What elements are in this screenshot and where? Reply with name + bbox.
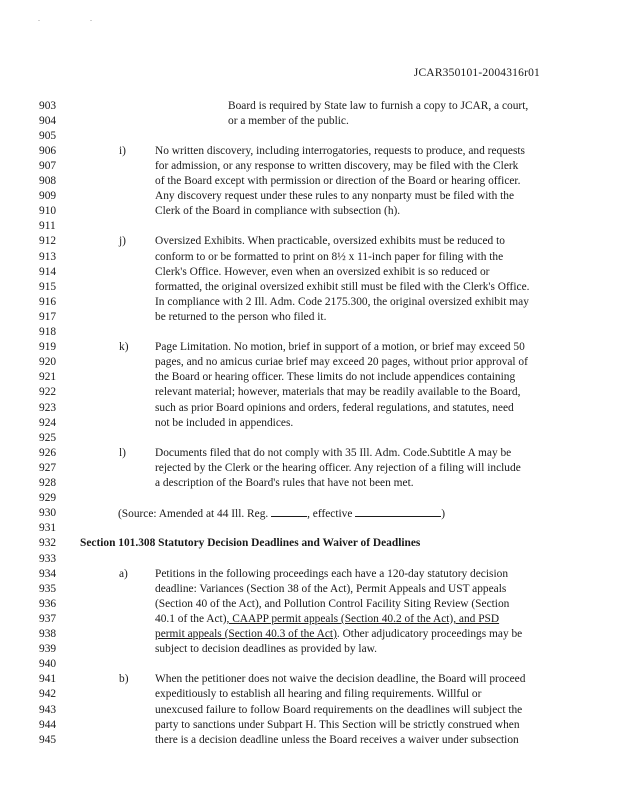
text-segment: rejected by the Clerk or the hearing officer. Any rejection of a filing will include: [155, 461, 521, 474]
document-line: [0, 204, 618, 218]
document-line: [0, 385, 618, 399]
line-text: [155, 582, 506, 596]
text-segment: Clerk of the Board in compliance with subsection (h).: [155, 205, 401, 218]
line-text: [155, 159, 518, 173]
line-text: [155, 401, 514, 415]
line-number: 904: [39, 114, 57, 127]
text-segment: conform to or be formatted to print on 8½ x 11-inch paper for filing with the: [155, 250, 504, 263]
text-segment: , CAAPP permit appeals (Section 40.2 of the Act), and PSD: [226, 612, 500, 625]
document-line: [0, 114, 618, 128]
document-line: [0, 642, 618, 656]
line-text: [155, 174, 520, 188]
text-segment: Any discovery request under these rules to any nonparty must be filed with the: [155, 190, 515, 203]
text-segment: or a member of the public.: [228, 114, 349, 127]
line-text: [155, 265, 489, 279]
document-line: [0, 355, 618, 369]
document-line: [0, 597, 618, 611]
line-text: [155, 597, 509, 611]
text-segment: unexcused failure to follow Board requirements on the deadlines will subject the: [155, 703, 523, 716]
corner-marks: . .: [38, 14, 116, 23]
line-text: [155, 385, 520, 399]
text-segment: , effective: [307, 508, 356, 521]
document-line: [0, 265, 618, 279]
text-segment: party to sanctions under Subpart H. This Section will be strictly construed when: [155, 718, 520, 731]
document-line: [0, 416, 618, 430]
document-line: [0, 295, 618, 309]
document-line: [0, 174, 618, 188]
line-number: 906: [39, 144, 57, 157]
line-text: [155, 718, 520, 732]
document-line: [0, 733, 618, 747]
text-segment: Clerk's Office. However, even when an oversized exhibit is so reduced or: [155, 265, 490, 278]
text-segment: deadline: Variances (Section 38 of the Act), Permit Appeals and UST appeals: [155, 582, 507, 595]
text-segment: not be included in appendices.: [155, 416, 294, 429]
document-line: [0, 461, 618, 475]
text-segment: Section 101.308 Statutory Decision Deadlines and Waiver of Deadlines: [80, 537, 421, 550]
line-text: [155, 703, 522, 717]
subsection-label: k): [119, 341, 129, 354]
document-line: [0, 310, 618, 324]
text-segment: formatted, the original oversized exhibit still must be filed with the Clerk's Office.: [155, 280, 530, 293]
text-segment: there is a decision deadline unless the Board receives a waiver under subsection: [155, 733, 519, 746]
line-number: 929: [39, 492, 57, 505]
line-number: 937: [39, 612, 57, 625]
line-number: 927: [39, 461, 57, 474]
document-line: [0, 159, 618, 173]
text-segment: (Source: Amended at 44 Ill. Reg.: [118, 508, 272, 521]
line-text: [155, 627, 522, 641]
document-line: [0, 129, 618, 143]
document-line: [0, 476, 618, 490]
fill-in-blank: [355, 506, 441, 517]
document-line: [0, 99, 618, 113]
line-number: 903: [39, 99, 57, 112]
subsection-label: j): [119, 235, 126, 248]
document-line: [0, 687, 618, 701]
line-number: 945: [39, 733, 57, 746]
line-number: 936: [39, 597, 57, 610]
text-segment: ): [441, 508, 446, 521]
line-number: 924: [39, 416, 57, 429]
line-text: [155, 416, 293, 430]
line-number: 913: [39, 250, 57, 263]
fill-in-blank: [271, 506, 307, 517]
line-text: [155, 567, 508, 581]
line-text: [155, 476, 414, 490]
line-text: [155, 446, 511, 460]
line-number: 914: [39, 265, 57, 278]
line-text: [155, 687, 481, 701]
text-segment: a description of the Board's rules that have not been met.: [155, 477, 414, 489]
line-number: 912: [39, 235, 57, 248]
document-line: [0, 657, 618, 671]
line-number: 932: [39, 537, 57, 550]
line-number: 922: [39, 386, 57, 399]
text-segment: subject to decision deadlines as provided by law.: [155, 643, 377, 656]
line-text: [155, 310, 326, 324]
line-text: [155, 370, 515, 384]
line-number: 928: [39, 477, 57, 489]
line-number: 941: [39, 673, 57, 686]
document-line: [0, 536, 618, 550]
document-line: [0, 446, 618, 460]
line-number: 916: [39, 295, 57, 308]
text-segment: such as prior Board opinions and orders, federal regulations, and statutes, need: [155, 401, 514, 414]
line-number: 911: [39, 220, 56, 233]
line-number: 915: [39, 280, 57, 293]
line-number: 905: [39, 129, 57, 142]
text-segment: . Other adjudicatory proceedings may be: [336, 628, 523, 640]
text-segment: Documents filed that do not comply with 35 Ill. Adm. Code.Subtitle A may be: [155, 446, 512, 459]
document-line: [0, 718, 618, 732]
text-segment: 40.1 of the Act): [155, 612, 227, 625]
text-segment: for admission, or any response to written discovery, may be filed with the Clerk: [155, 159, 519, 172]
text-segment: expeditiously to establish all hearing and filing requirements. Willful or: [155, 688, 482, 701]
text-segment: Page Limitation. No motion, brief in support of a motion, or brief may exceed 50: [155, 341, 525, 354]
document-line: [0, 431, 618, 445]
line-number: 939: [39, 643, 57, 656]
document-line: [0, 340, 618, 354]
section-heading: [80, 536, 420, 550]
document-line: [0, 401, 618, 415]
line-number: 908: [39, 175, 57, 187]
text-segment: pages, and no amicus curiae brief may exceed 20 pages, without prior approval of: [155, 356, 528, 369]
text-segment: Oversized Exhibits. When practicable, oversized exhibits must be reduced to: [155, 235, 505, 248]
line-text: [155, 295, 529, 309]
line-number: 943: [39, 703, 57, 716]
line-number: 910: [39, 205, 57, 218]
source-note: [118, 506, 445, 521]
line-text: [155, 642, 377, 656]
text-segment: of the Board except with permission or direction of the Board or hearing officer.: [155, 175, 521, 187]
text-segment: In compliance with 2 Ill. Adm. Code 2175.300, the original oversized exhibit may: [155, 295, 529, 308]
line-number: 925: [39, 431, 57, 444]
text-segment: be returned to the person who filed it.: [155, 310, 327, 323]
document-line: [0, 521, 618, 535]
line-text: [155, 144, 525, 158]
line-text: [228, 114, 349, 128]
document-line: [0, 189, 618, 203]
line-text: [155, 672, 525, 686]
document-id: JCAR350101-2004316r01: [413, 67, 540, 79]
line-text: [155, 250, 503, 264]
line-number: 940: [39, 658, 57, 671]
line-number: 934: [39, 567, 57, 580]
document-line: [0, 612, 618, 626]
line-text: [155, 733, 519, 747]
line-number: 917: [39, 310, 57, 323]
line-number: 942: [39, 688, 57, 701]
line-text: [155, 340, 525, 354]
text-segment: Board is required by State law to furnish a copy to JCAR, a court,: [228, 99, 529, 112]
document-line: [0, 370, 618, 384]
line-number: 923: [39, 401, 57, 414]
text-segment: permit appeals (Section 40.3 of the Act): [155, 628, 337, 640]
line-text: [228, 99, 528, 113]
line-text: [155, 280, 529, 294]
document-line: [0, 325, 618, 339]
line-number: 921: [39, 371, 57, 384]
subsection-label: l): [119, 446, 126, 459]
line-text: [155, 355, 528, 369]
document-line: [0, 250, 618, 264]
line-number: 909: [39, 190, 57, 203]
subsection-label: a): [119, 567, 128, 580]
document-line: [0, 491, 618, 505]
line-number: 931: [39, 522, 57, 535]
text-segment: Petitions in the following proceedings each have a 120-day statutory decision: [155, 567, 509, 580]
document-line: [0, 506, 618, 520]
text-segment: When the petitioner does not waive the decision deadline, the Board will proceed: [155, 673, 526, 686]
document-line: [0, 219, 618, 233]
document-line: [0, 567, 618, 581]
subsection-label: i): [119, 144, 126, 157]
line-text: [155, 189, 514, 203]
document-line: [0, 627, 618, 641]
text-segment: (Section 40 of the Act), and Pollution Control Facility Siting Review (Section: [155, 597, 510, 610]
document-line: [0, 672, 618, 686]
text-segment: relevant material; however, materials that may be readily available to the Board,: [155, 386, 521, 399]
line-text: [155, 234, 505, 248]
line-number: 933: [39, 552, 57, 565]
line-number: 944: [39, 718, 57, 731]
line-text: [155, 461, 521, 475]
document-line: [0, 234, 618, 248]
document-line: [0, 144, 618, 158]
line-text: [155, 204, 400, 218]
text-segment: No written discovery, including interrogatories, requests to produce, and requests: [155, 144, 525, 157]
line-number: 930: [39, 507, 57, 520]
line-number: 907: [39, 159, 57, 172]
document-line: [0, 280, 618, 294]
document-line: [0, 582, 618, 596]
line-number: 918: [39, 326, 57, 338]
line-number: 926: [39, 446, 57, 459]
line-number: 938: [39, 628, 57, 640]
document-line: [0, 703, 618, 717]
line-number: 920: [39, 356, 57, 369]
line-number: 919: [39, 341, 57, 354]
subsection-label: b): [119, 673, 129, 686]
line-text: [155, 612, 499, 626]
text-segment: the Board or hearing officer. These limits do not include appendices containing: [155, 371, 516, 384]
line-number: 935: [39, 582, 57, 595]
document-line: [0, 552, 618, 566]
